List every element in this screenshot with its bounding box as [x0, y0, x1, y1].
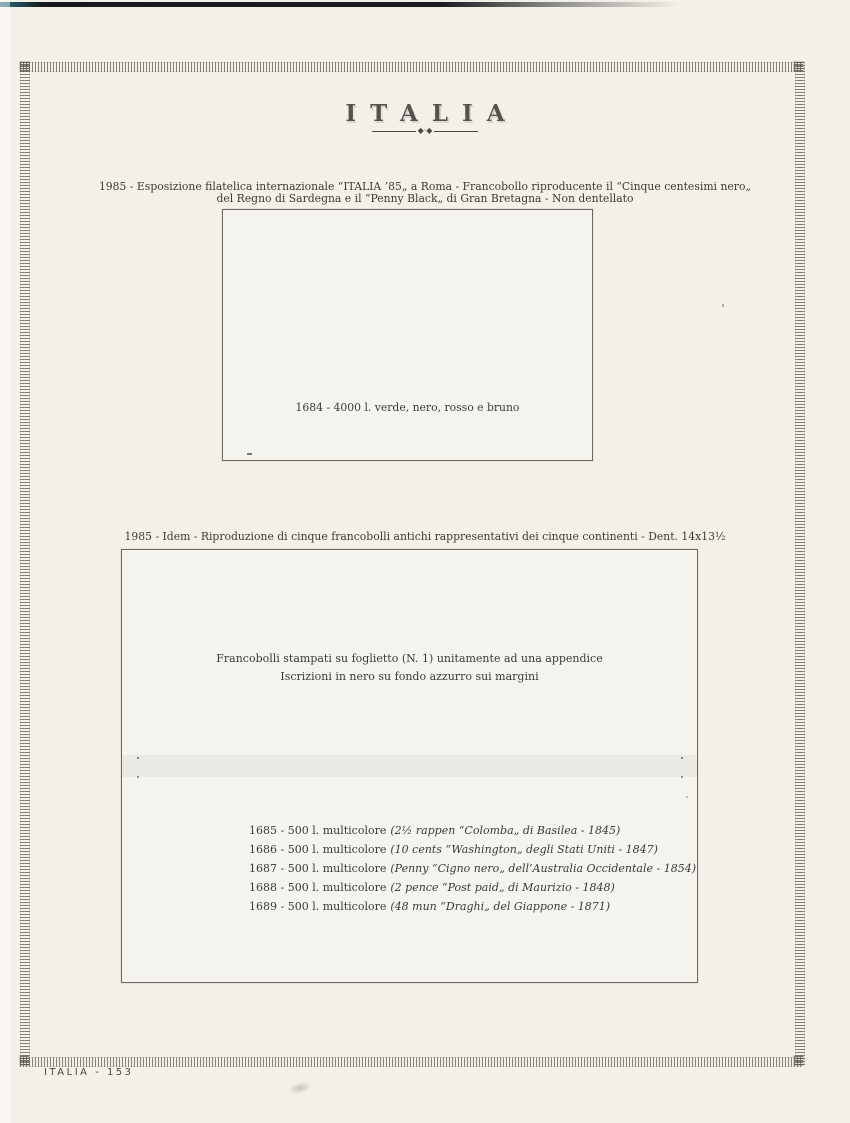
- section1-caption-line2: del Regno di Sardegna e il “Penny Black„ di Gran Bretagna - Non dentellato: [216, 192, 634, 205]
- stamp-box-1684: [222, 209, 593, 461]
- ornamental-border-right: [795, 62, 805, 1065]
- sheet-note: [122, 650, 697, 686]
- list-item: [249, 859, 696, 878]
- catalog-number: 1688 - 500 l. multicolore: [249, 881, 387, 894]
- placement-dot: [681, 757, 683, 759]
- section1-caption: [0, 181, 850, 205]
- list-item: [249, 840, 696, 859]
- catalog-detail: (2 pence “Post paid„ di Maurizio - 1848): [390, 881, 615, 894]
- stamp-box-foglietto: [121, 549, 698, 983]
- border-corner-icon: [794, 1056, 803, 1065]
- ornamental-border-bottom: [20, 1057, 803, 1067]
- catalog-detail: (10 cents “Washington„ degli Stati Uniti - 1847): [390, 843, 658, 856]
- stamp-caption-1684: 1684 - 4000 l. verde, nero, rosso e bruno: [295, 401, 520, 414]
- catalog-detail: (48 mun “Draghi„ del Giappone - 1871): [390, 900, 611, 913]
- list-item: [249, 897, 696, 916]
- list-item: [249, 821, 696, 840]
- catalog-number: 1687 - 500 l. multicolore: [249, 862, 387, 875]
- border-corner-icon: [794, 62, 803, 71]
- catalog-number: 1685 - 500 l. multicolore: [249, 824, 387, 837]
- scan-edge-strip: [0, 0, 10, 1123]
- placement-dot: [137, 757, 139, 759]
- pencil-mark: [247, 453, 252, 455]
- footer-page-number: ITALIA - 153: [44, 1067, 134, 1078]
- page-title: ITALIA: [345, 100, 519, 127]
- catalog-detail: (2½ rappen “Colomba„ di Basilea - 1845): [390, 824, 621, 837]
- catalog-number: 1689 - 500 l. multicolore: [249, 900, 387, 913]
- catalog-number: 1686 - 500 l. multicolore: [249, 843, 387, 856]
- scan-speck: [722, 304, 724, 307]
- section1-caption-line1: 1985 - Esposizione filatelica internazionale “ITALIA ’85„ a Roma - Francobollo riproducente il “Cinque centesimi nero„: [98, 180, 752, 193]
- list-item: [249, 878, 696, 897]
- sheet-note-line1: Francobolli stampati su foglietto (N. 1) unitamente ad una appendice: [216, 652, 603, 665]
- scan-speck: [686, 796, 688, 798]
- diamond-ornament-icon: ◆·◆: [417, 126, 433, 135]
- stamp-placement-band: [122, 755, 697, 777]
- ornament-line: [372, 131, 416, 132]
- ornament-line: [434, 131, 478, 132]
- border-corner-icon: [20, 62, 29, 71]
- sheet-note-line2: Iscrizioni in nero su fondo azzurro sui margini: [280, 670, 539, 683]
- border-corner-icon: [20, 1056, 29, 1065]
- title-ornament: [0, 127, 850, 135]
- section2-caption: 1985 - Idem - Riproduzione di cinque francobolli antichi rappresentativi dei cinque continenti - Dent. 14x13½: [124, 530, 726, 543]
- placement-dot: [681, 776, 683, 778]
- catalog-list: [249, 821, 696, 916]
- page-edge-shadow: [0, 2, 850, 7]
- scan-smudge: [282, 1076, 319, 1100]
- ornamental-border-left: [20, 62, 30, 1065]
- placement-dot: [137, 776, 139, 778]
- ornamental-border-top: [20, 62, 803, 72]
- catalog-detail: (Penny “Cigno nero„ dell’Australia Occidentale - 1854): [390, 862, 697, 875]
